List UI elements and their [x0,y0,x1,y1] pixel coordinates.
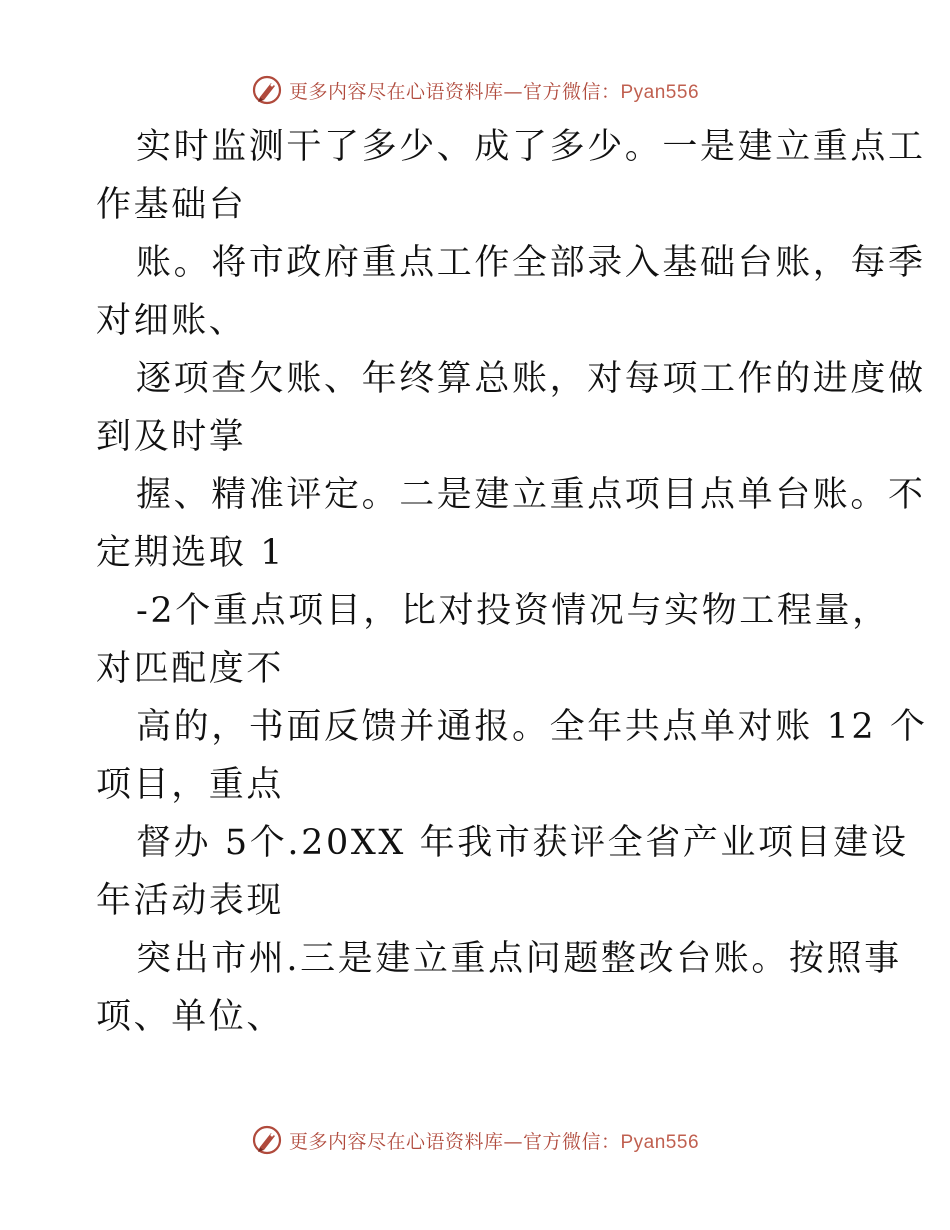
paragraph-line: 实时监测干了多少、成了多少。一是建立重点工 [136,127,926,167]
paragraph-line: 高的，书面反馈并通报。全年共点单对账 12 个 [136,707,928,747]
paragraph-line: 对细账、 [96,301,247,341]
header-watermark [0,70,950,110]
paragraph-line: 到及时掌 [96,417,247,457]
paragraph-line: 逐项查欠账、年终算总账，对每项工作的进度做 [136,359,926,399]
paragraph-line: 账。将市政府重点工作全部录入基础台账，每季 [136,243,926,283]
paragraph-line: 对匹配度不 [96,649,285,689]
paragraph-line: -2个重点项目，比对投资情况与实物工程量， [136,591,890,631]
paragraph-line: 年活动表现 [96,881,285,921]
pen-logo-icon [251,1124,283,1156]
paragraph-line: 定期选取 1 [96,533,285,573]
footer-watermark [0,1120,950,1160]
pen-logo-icon [251,74,283,106]
paragraph-line: 握、精准评定。二是建立重点项目点单台账。不 [136,475,926,515]
paragraph-line: 项、单位、 [96,997,285,1037]
watermark-text: 更多内容尽在心语资料库—官方微信：Pyan556 [288,1130,700,1153]
paragraph-line: 项目，重点 [96,765,285,805]
paragraph-line: 督办 5个.20XX 年我市获评全省产业项目建设 [136,823,909,863]
paragraph-line: 突出市州.三是建立重点问题整改台账。按照事 [136,939,902,979]
paragraph-line: 作基础台 [96,185,247,225]
document-body [96,118,928,1046]
watermark-text: 更多内容尽在心语资料库—官方微信：Pyan556 [288,80,700,103]
